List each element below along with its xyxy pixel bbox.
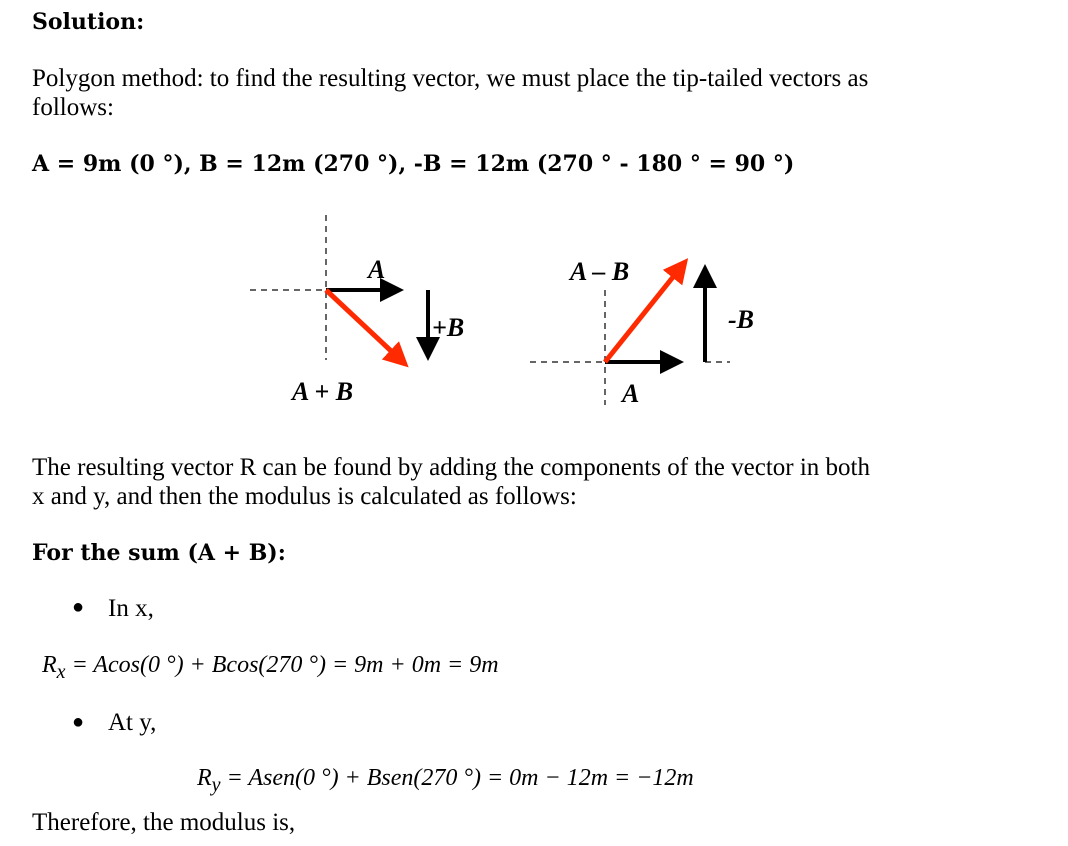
solution-heading: Solution: — [32, 9, 145, 35]
label-plus-b: +B — [432, 313, 465, 342]
explanation-line-2: x and y, and then the modulus is calculated as follows: — [32, 483, 577, 510]
bullet-in-x: In x, — [108, 595, 154, 622]
label-a-plus-b: A + B — [292, 377, 354, 406]
eq-sub: x — [56, 660, 66, 683]
difference-diagram — [530, 257, 754, 408]
label-minus-b: -B — [728, 305, 754, 334]
intro-line-1: Polygon method: to find the resulting vector, we must place the tip-tailed vectors as — [32, 65, 869, 92]
label-a: A — [368, 255, 386, 284]
bullet-at-y: At y, — [108, 709, 157, 736]
bullet-icon: ● — [72, 711, 85, 733]
equation-ry — [197, 765, 694, 797]
eq-rhs: = Asen(0 °) + Bsen(270 °) = 0m − 12m = −12m — [220, 765, 694, 791]
resultant-sum — [326, 290, 405, 364]
conclusion: Therefore, the modulus is, — [32, 809, 296, 836]
equation-rx — [42, 652, 499, 684]
eq-rhs: = Acos(0 °) + Bcos(270 °) = 9m + 0m = 9m — [65, 652, 499, 678]
eq-lhs: R — [197, 765, 212, 791]
sum-heading: For the sum (A + B): — [32, 540, 286, 566]
vectors-definition: A = 9m (0 °), B = 12m (270 °), -B = 12m (270 ° - 180 ° = 90 °) — [32, 151, 795, 177]
label-a: A — [622, 379, 640, 408]
intro-line-2: follows: — [32, 94, 114, 121]
eq-lhs: R — [42, 652, 57, 678]
label-a-minus-b: A – B — [570, 257, 630, 286]
bullet-icon: ● — [72, 596, 85, 618]
eq-sub: y — [211, 773, 221, 796]
explanation-line-1: The resulting vector R can be found by adding the components of the vector in both — [32, 454, 870, 481]
sum-diagram — [250, 215, 464, 406]
